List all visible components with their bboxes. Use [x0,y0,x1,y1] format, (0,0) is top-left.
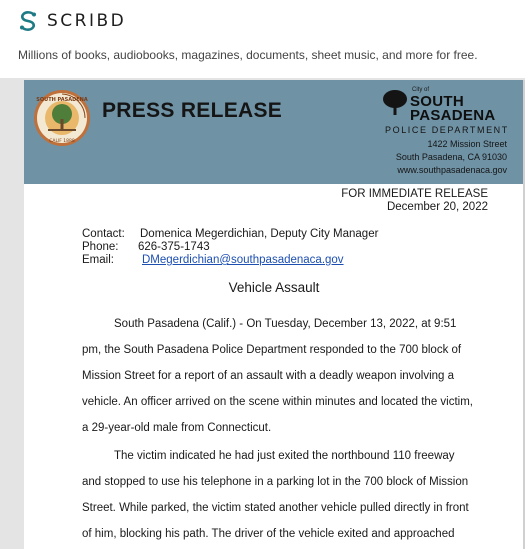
press-release-banner [24,80,524,184]
email-link[interactable]: DMegerdichian@southpasadenaca.gov [142,254,344,266]
paragraph-line: Street. While parked, the victim stated another vehicle pulled directly in front [82,502,469,514]
svg-text:SOUTH PASADENA: SOUTH PASADENA [36,97,88,103]
tagline: Millions of books, audiobooks, magazines, documents, sheet music, and more for free. [18,48,478,62]
logo-city-line2: PASADENA [410,107,496,124]
phone-value: 626-375-1743 [138,241,210,253]
brand-name: SCRIBD [47,11,127,31]
contact-name: Domenica Megerdichian, Deputy City Manager [140,228,379,240]
document-page [24,80,524,549]
paragraph-line: The victim indicated he had just exited the northbound 110 freeway [114,450,455,462]
release-label: FOR IMMEDIATE RELEASE [341,188,488,200]
paragraph-1 [82,311,473,441]
paragraph-line: South Pasadena (Calif.) - On Tuesday, December 13, 2022, at 9:51 [114,318,457,330]
svg-text:CALIF 1888: CALIF 1888 [49,139,75,144]
city-seal-icon [33,89,91,147]
paragraph-line: of him, blocking his path. The driver of the vehicle exited and approached [82,528,455,540]
logo-city-line1: SOUTH [410,93,464,110]
paragraph-line: and stopped to use his telephone in a parking lot in the 700 block of Mission [82,476,469,488]
document-title: Vehicle Assault [228,280,320,295]
phone-label: Phone: [82,241,119,253]
department-address [396,138,507,177]
logo-city-of: City of [412,87,430,93]
contact-label: Contact: [82,228,125,240]
address-city: South Pasadena, CA 91030 [395,152,507,162]
scribd-logo[interactable] [18,10,126,32]
tree-icon [382,89,408,117]
paragraph-line: a 29-year-old male from Connecticut. [82,422,272,434]
paragraph-line: pm, the South Pasadena Police Department responded to the 700 block of [82,344,462,356]
paragraph-line: Mission Street for a report of an assault with a deadly weapon involving a [82,370,455,382]
address-web: www.southpasadenaca.gov [397,165,507,175]
release-date: December 20, 2022 [386,201,488,213]
paragraph-2 [82,443,469,547]
site-header [0,0,525,78]
release-info [341,188,488,214]
police-department-logo [382,86,524,146]
scribd-s-icon [18,10,38,32]
logo-department: POLICE DEPARTMENT [385,125,509,135]
press-release-title: PRESS RELEASE [102,99,283,122]
email-label: Email: [82,254,114,266]
document-viewer[interactable] [0,78,525,549]
paragraph-line: vehicle. An officer arrived on the scene within minutes and located the victim, [82,396,473,408]
address-street: 1422 Mission Street [427,139,507,149]
